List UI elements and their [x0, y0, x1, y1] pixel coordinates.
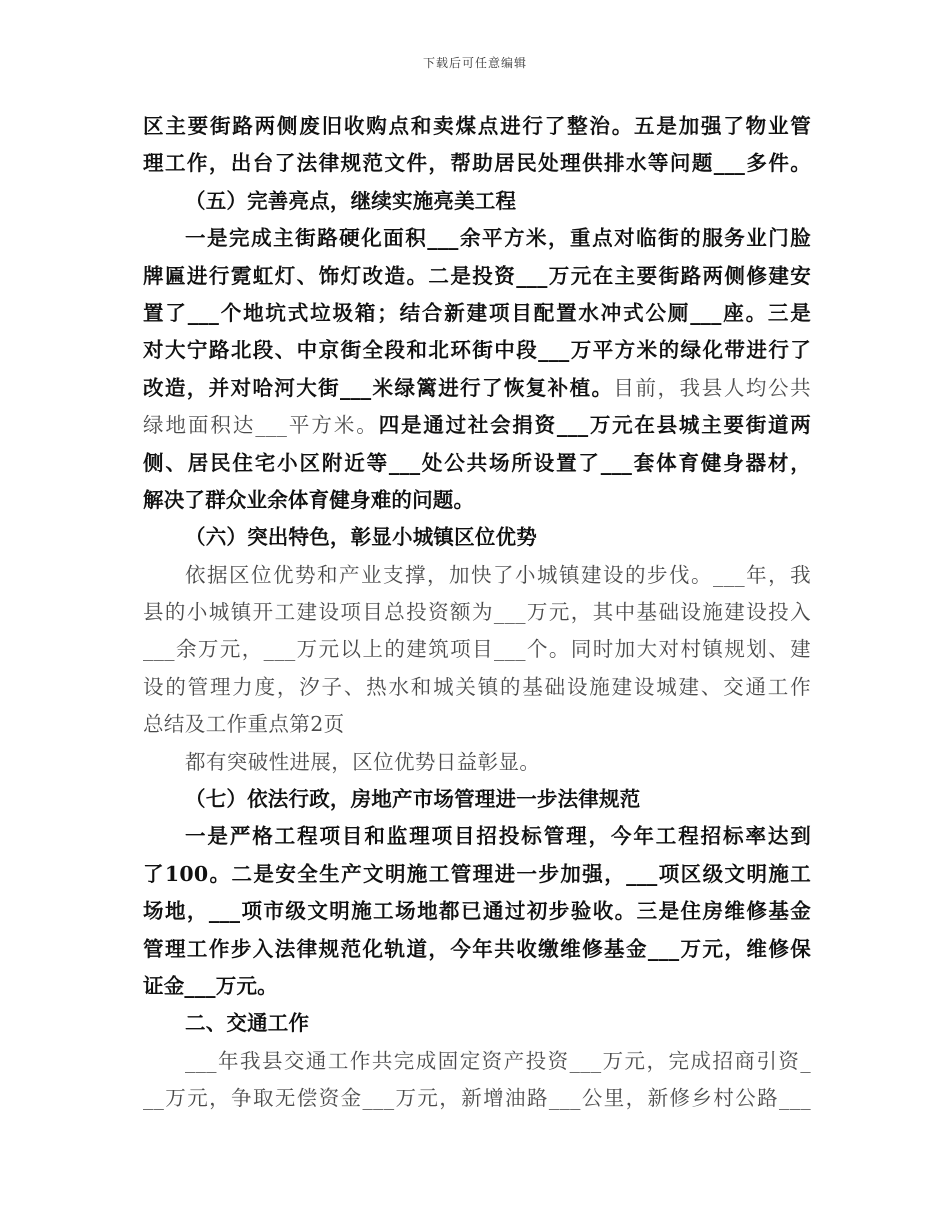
text-line: 一是严格工程项目和监理项目招投标管理，今年工程招标率达到 — [185, 824, 811, 849]
text-line: 依据区位优势和产业支撑，加快了小城镇建设的步伐。___年，我 — [185, 562, 811, 587]
text-line: 县的小城镇开工建设项目总投资额为___万元，其中基础设施建设投入 — [143, 600, 811, 625]
text-line: （五）完善亮点，继续实施亮美工程 — [185, 188, 517, 213]
text-segment: 改造，并对哈河大街___米绿篱进行了恢复补植。 — [143, 375, 614, 400]
text-line: （六）突出特色，彰显小城镇区位优势 — [185, 525, 537, 550]
page-header: 下载后可任意编辑 — [422, 56, 527, 70]
text-line: __万元，争取无偿资金___万元，新增油路___公里，新修乡村公路___ — [143, 1086, 811, 1111]
text-segment: 目前，我县人均公共 — [613, 375, 811, 400]
text-segment: 四是通过社会捐资___万元在县城主要街道两 — [378, 413, 811, 438]
text-line: 二、交通工作 — [185, 1011, 310, 1036]
document-body — [143, 108, 811, 1118]
text-line — [143, 407, 811, 444]
text-line: 管理工作步入法律规范化轨道，今年共收缴维修基金___万元，维修保 — [143, 936, 811, 961]
text-line: ___余万元，___万元以上的建筑项目___个。同时加大对村镇规划、建 — [143, 637, 811, 662]
text-segment: 绿地面积达___平方米。 — [143, 413, 379, 438]
text-line: 证金___万元。 — [143, 973, 278, 998]
text-line: （七）依法行政，房地产市场管理进一步法律规范 — [185, 787, 641, 812]
text-line: 牌匾进行霓虹灯、饰灯改造。二是投资___万元在主要街路两侧修建安 — [143, 263, 811, 288]
text-line: 了100。二是安全生产文明施工管理进一步加强，___项区级文明施工 — [143, 861, 811, 886]
text-line — [143, 370, 811, 407]
text-line: 置了___个地坑式垃圾箱；结合新建项目配置水冲式公厕___座。三是 — [143, 300, 811, 325]
text-line: 都有突破性进展，区位优势日益彰显。 — [185, 749, 541, 774]
text-line: 解决了群众业余体育健身难的问题。 — [143, 487, 475, 512]
text-line: 总结及工作重点第2页 — [143, 712, 345, 737]
text-line: 区主要街路两侧废旧收购点和卖煤点进行了整治。五是加强了物业管 — [143, 114, 811, 138]
text-line: 场地，___项市级文明施工场地都已通过初步验收。三是住房维修基金 — [143, 899, 811, 924]
text-line: 对大宁路北段、中京街全段和北环街中段___万平方米的绿化带进行了 — [143, 338, 811, 363]
text-line: 侧、居民住宅小区附近等___处公共场所设置了___套体育健身器材， — [143, 450, 811, 475]
text-line: ___年我县交通工作共完成固定资产投资___万元，完成招商引资_ — [185, 1048, 811, 1073]
text-line: 设的管理力度，汐子、热水和城关镇的基础设施建设城建、交通工作 — [143, 674, 811, 699]
text-line: 一是完成主街路硬化面积___余平方米，重点对临街的服务业门脸 — [185, 226, 811, 251]
text-line: 理工作，出台了法律规范文件，帮助居民处理供排水等问题___多件。 — [143, 151, 811, 176]
